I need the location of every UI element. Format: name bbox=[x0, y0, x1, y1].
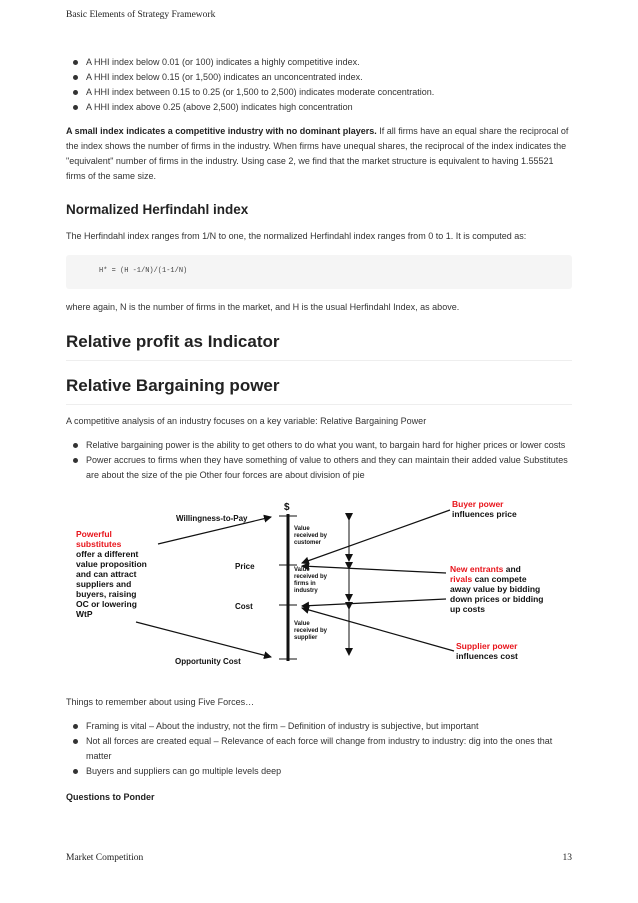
substitutes-line: buyers, raising bbox=[76, 589, 137, 599]
buyer-power-label: Buyer power bbox=[452, 499, 504, 509]
normalized-intro: The Herfindahl index ranges from 1/N to one, the normalized Herfindahl index ranges from 0 to 1. It is computed as: bbox=[66, 231, 527, 241]
page-content bbox=[66, 55, 572, 805]
running-footer: Market Competition bbox=[66, 853, 144, 863]
things-list bbox=[66, 719, 572, 779]
formula-text: H* = (H -1/N)/(1-1/N) bbox=[99, 267, 188, 275]
list-item: A HHI index between 0.15 to 0.25 (or 1,500 to 2,500) indicates moderate concentration. bbox=[66, 85, 572, 100]
opportunity-label: Opportunity Cost bbox=[175, 657, 241, 666]
diagram-svg bbox=[66, 496, 572, 686]
segment-supplier-line: Value bbox=[294, 621, 310, 627]
new-entrants-text: away value by bidding bbox=[450, 584, 541, 594]
new-entrants-text: down prices or bidding bbox=[450, 594, 544, 604]
segment-industry-line: industry bbox=[294, 588, 318, 594]
page-number: 13 bbox=[562, 853, 572, 863]
list-item: Relative bargaining power is the ability to get others to do what you want, to bargain hard for higher prices or lower costs bbox=[66, 438, 572, 453]
segment-industry-line: Value bbox=[294, 567, 310, 573]
price-label: Price bbox=[235, 562, 255, 571]
supplier-power-text: influences cost bbox=[456, 651, 518, 661]
substitutes-text bbox=[76, 529, 147, 619]
substitutes-line: offer a different bbox=[76, 549, 139, 559]
formula-code-block bbox=[66, 255, 572, 289]
substitutes-line: value proposition bbox=[76, 559, 147, 569]
segment-industry bbox=[294, 567, 328, 594]
supplier-power-label: Supplier power bbox=[456, 641, 518, 651]
list-item: Power accrues to firms when they have something of value to others and they can maintain their added value Substitutes are about the size of the pie Other four forces are about division of pie bbox=[66, 453, 572, 483]
value-chain-diagram bbox=[66, 496, 572, 686]
cost-label: Cost bbox=[235, 602, 253, 611]
substitutes-line: and can attract bbox=[76, 569, 137, 579]
list-item: Not all forces are created equal – Relevance of each force will change from industry to industry: dig into the ones that matter bbox=[66, 734, 572, 764]
substitutes-line: WtP bbox=[76, 609, 93, 619]
hhi-list bbox=[66, 55, 572, 115]
substitutes-red-line: substitutes bbox=[76, 539, 122, 549]
new-entrants-label: New entrants bbox=[450, 564, 504, 574]
substitutes-line: OC or lowering bbox=[76, 599, 137, 609]
list-item: Framing is vital – About the industry, not the firm – Definition of industry is subjective, but important bbox=[66, 719, 572, 734]
new-entrants-text: up costs bbox=[450, 604, 485, 614]
list-item: A HHI index below 0.15 (or 1,500) indicates an unconcentrated index. bbox=[66, 70, 572, 85]
bargaining-intro: A competitive analysis of an industry focuses on a key variable: Relative Bargaining Power bbox=[66, 416, 427, 426]
questions-heading: Questions to Ponder bbox=[66, 792, 155, 802]
things-intro: Things to remember about using Five Forces… bbox=[66, 697, 255, 707]
relative-profit-heading: Relative profit as Indicator bbox=[66, 332, 572, 361]
entrants-arrow-cost bbox=[302, 599, 446, 606]
wtp-label: Willingness-to-Pay bbox=[176, 514, 248, 523]
new-entrants-and: and bbox=[503, 564, 521, 574]
segment-customer bbox=[294, 526, 328, 546]
new-entrants-line bbox=[450, 564, 521, 574]
segment-supplier-line: supplier bbox=[294, 635, 318, 641]
small-index-lead: A small index indicates a competitive industry with no dominant players. bbox=[66, 126, 377, 136]
entrants-arrow-price bbox=[302, 566, 446, 573]
rivals-text: can compete bbox=[472, 574, 527, 584]
rivals-line bbox=[450, 574, 527, 584]
questions-heading-wrap bbox=[66, 790, 572, 805]
segment-customer-line: Value bbox=[294, 526, 310, 532]
rivals-label: rivals bbox=[450, 574, 473, 584]
segment-industry-line: received by bbox=[294, 574, 328, 580]
normalized-after: where again, N is the number of firms in the market, and H is the usual Herfindahl Index, as above. bbox=[66, 302, 460, 312]
small-index-paragraph bbox=[66, 124, 572, 184]
substitutes-arrow-oc bbox=[136, 622, 271, 657]
bargaining-power-heading: Relative Bargaining power bbox=[66, 376, 572, 405]
dollar-label: $ bbox=[284, 502, 290, 513]
list-item: A HHI index below 0.01 (or 100) indicates a highly competitive index. bbox=[66, 55, 572, 70]
segment-supplier-line: received by bbox=[294, 628, 328, 634]
segment-supplier bbox=[294, 621, 328, 641]
buyer-power-text: influences price bbox=[452, 509, 517, 519]
list-item: A HHI index above 0.25 (above 2,500) indicates high concentration bbox=[66, 100, 572, 115]
list-item: Buyers and suppliers can go multiple levels deep bbox=[66, 764, 572, 779]
segment-customer-line: received by bbox=[294, 533, 328, 539]
small-index-text: If all firms have an equal share the reciprocal of the index shows the number of firms in the industry. When firms have unequal shares, the reciprocal of the index indicates the "equivalent" number of firms in the industry. Using case 2, we find that the market structure is equivalent to having 1.55521 firms of the same size. bbox=[66, 126, 569, 181]
substitutes-red-line: Powerful bbox=[76, 529, 112, 539]
bargaining-list bbox=[66, 438, 572, 483]
normalized-heading: Normalized Herfindahl index bbox=[66, 202, 249, 217]
running-header: Basic Elements of Strategy Framework bbox=[66, 10, 216, 20]
segment-industry-line: firms in bbox=[294, 581, 316, 587]
substitutes-line: suppliers and bbox=[76, 579, 132, 589]
segment-customer-line: customer bbox=[294, 540, 322, 546]
